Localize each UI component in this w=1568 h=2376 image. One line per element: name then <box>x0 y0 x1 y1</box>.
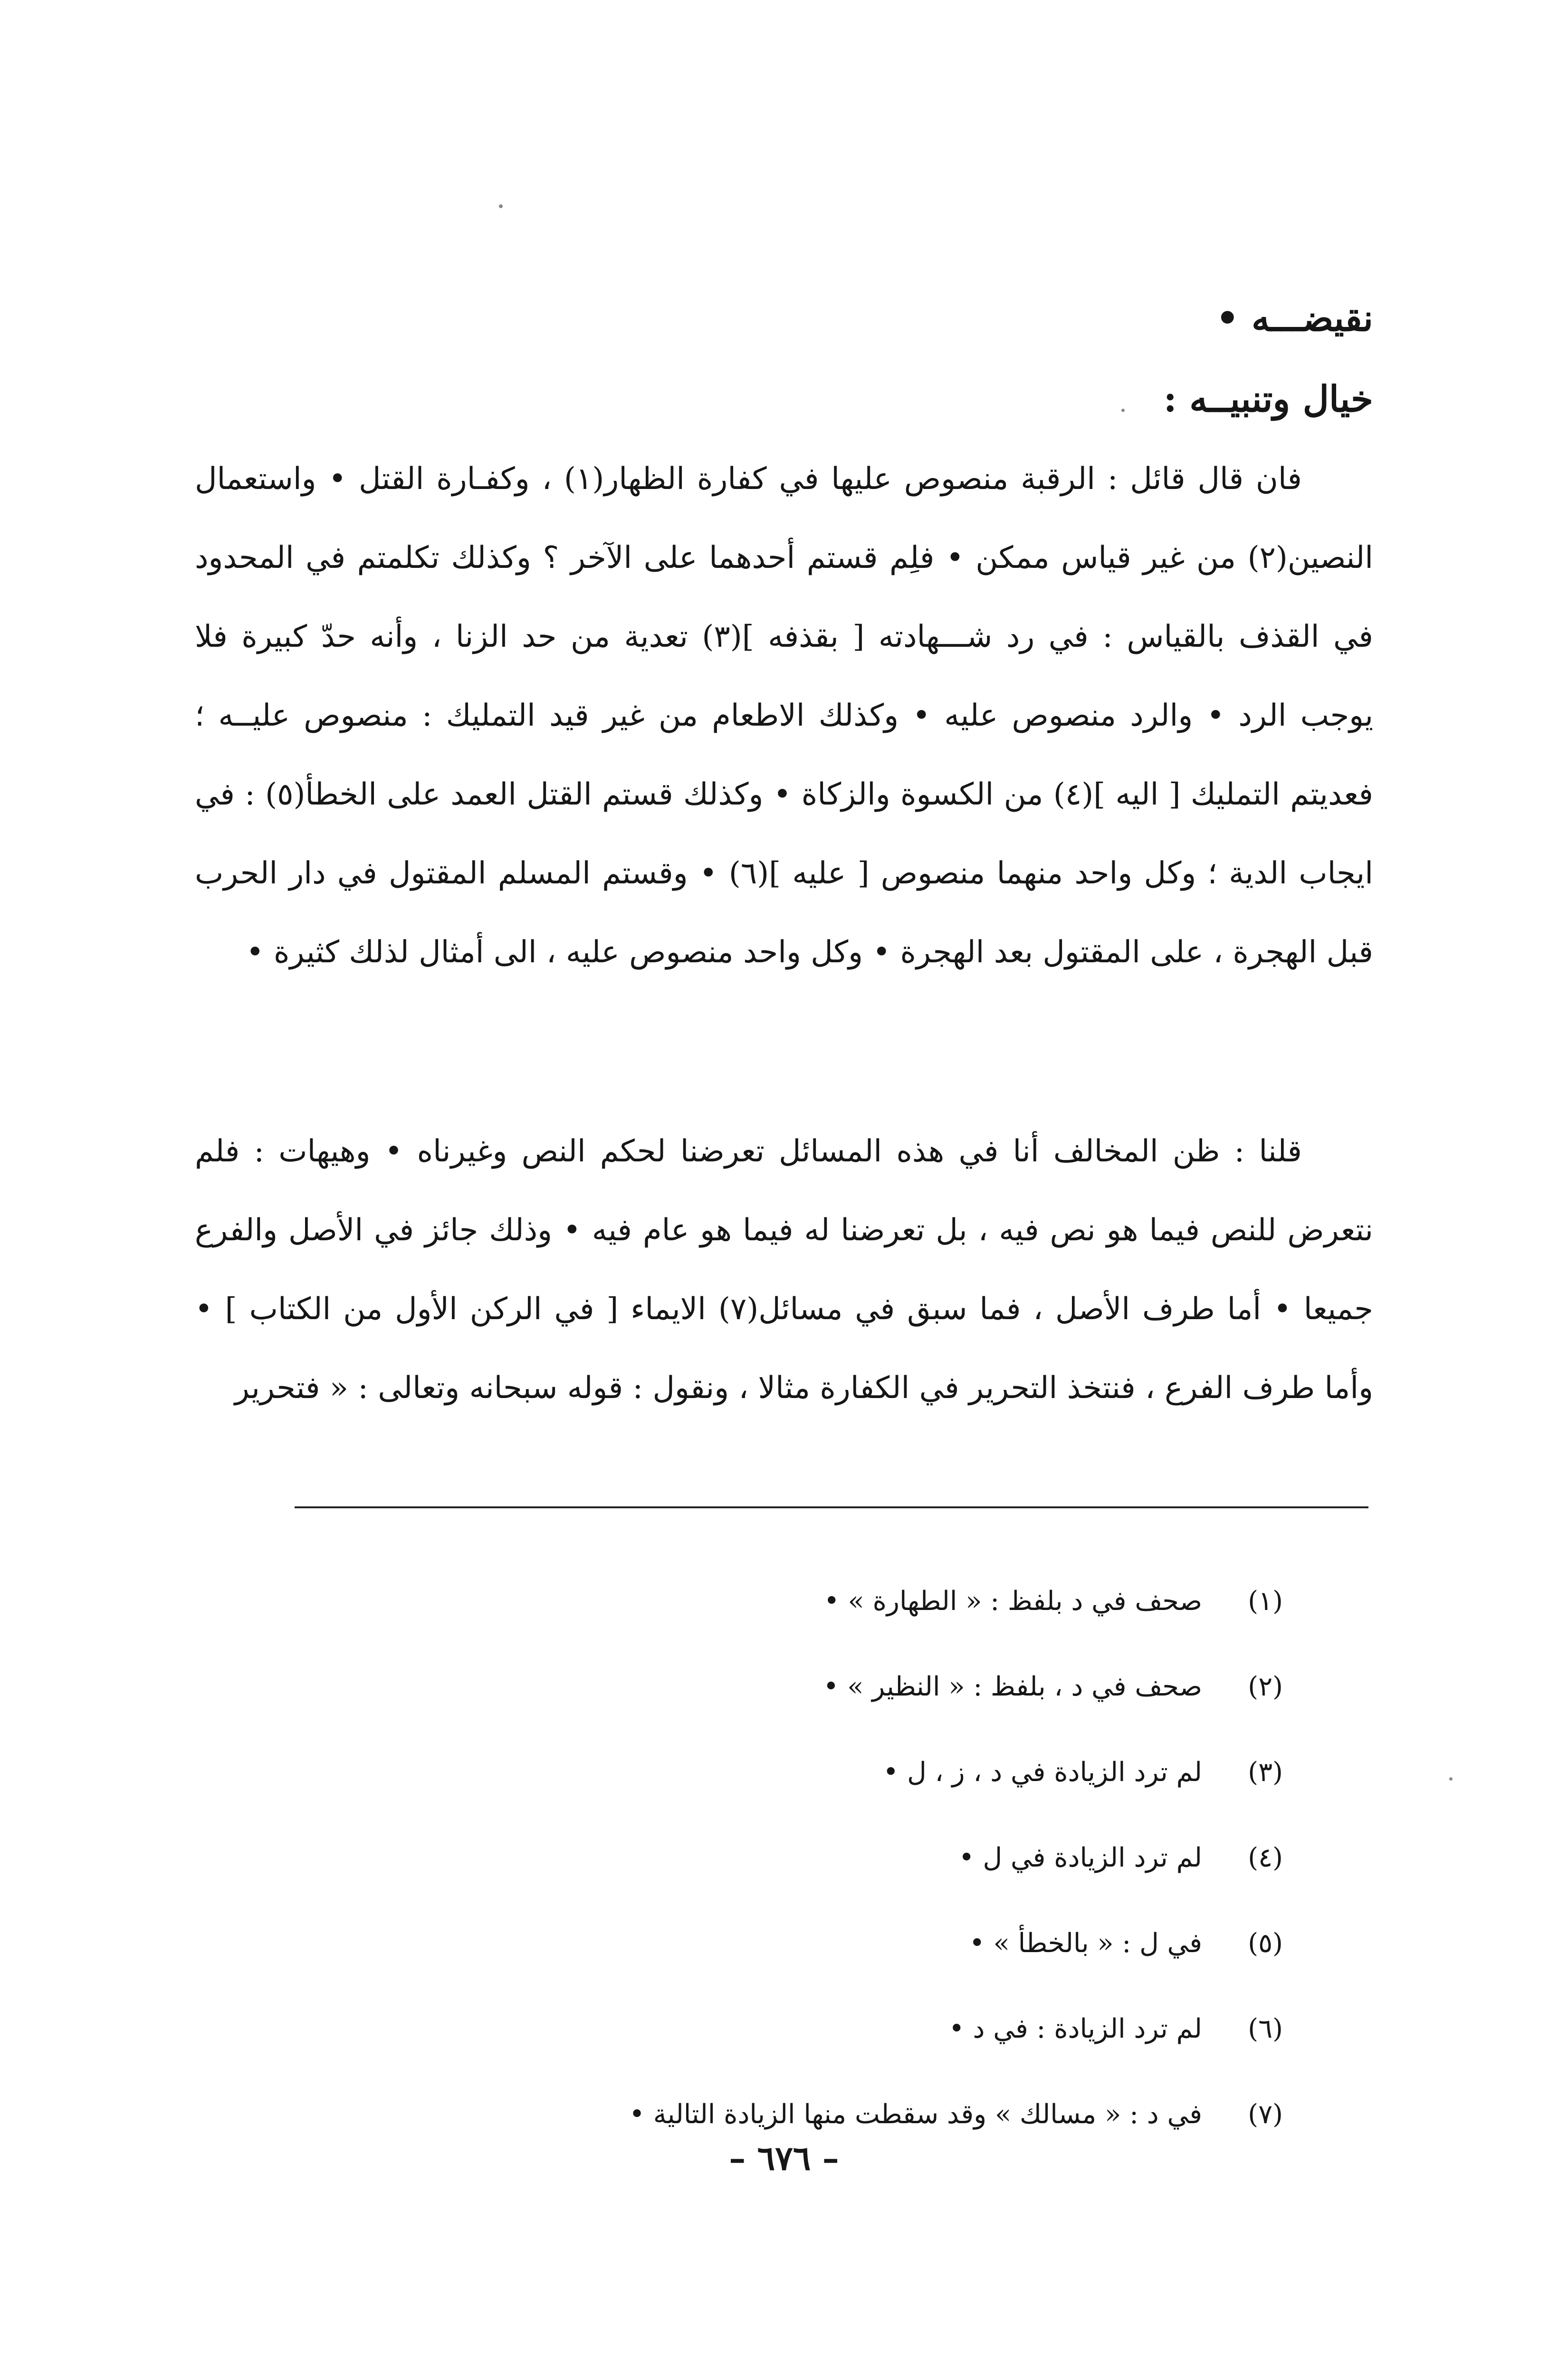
footnote-item <box>238 1730 1283 1815</box>
footnote-item <box>238 1644 1283 1730</box>
paragraph-reply <box>195 1112 1373 1428</box>
footnote-item <box>238 1559 1283 1644</box>
footnote-item <box>238 1815 1283 1901</box>
footnote-number: (٥) <box>1248 1928 1283 1959</box>
footnote-item <box>238 1986 1283 2072</box>
footnote-number: (٦) <box>1248 2013 1283 2044</box>
footnote-number: (٧) <box>1248 2099 1283 2130</box>
paragraph-text: قلنا : ظن المخالف أنا في هذه المسائل تعرضنا لحكم النص وغيرناه • وهيهات : فلم نتعرض للنص فيما هو نص فيه ، بل تعرضنا له فيما هو عام فيه • وذلك جائز في الأصل والفرع جميعا • أما طرف الأصل ، فما سبق في مسائل(٧) الايماء [ في الركن الأول من الكتاب ] • وأما طرف الفرع ، فنتخذ التحرير في الكفارة مثالا ، ونقول : قوله سبحانه وتعالى : « فتحرير <box>195 1134 1374 1406</box>
section-title: خيال وتنبيــه : <box>1163 378 1373 420</box>
heading-fragment: نقيضـــه • <box>1215 297 1373 339</box>
footnote-text: لم ترد الزيادة في د ، ز ، ل • <box>883 1757 1202 1788</box>
footnotes-list <box>238 1559 1283 2157</box>
scan-speck <box>499 204 503 208</box>
footnote-text: في ل : « بالخطأ » • <box>969 1928 1202 1959</box>
footnote-separator <box>295 1506 1368 1508</box>
footnote-number: (٣) <box>1248 1757 1283 1788</box>
footnote-text: صحف في د بلفظ : « الطهارة » • <box>823 1586 1202 1617</box>
footnote-text: لم ترد الزيادة : في د • <box>948 2013 1202 2044</box>
paragraph-objection <box>195 440 1373 992</box>
footnote-text: لم ترد الزيادة في ل • <box>958 1842 1202 1873</box>
footnote-number: (١) <box>1248 1586 1283 1617</box>
scan-speck <box>1449 1777 1453 1781</box>
footnote-item <box>238 1901 1283 1986</box>
paragraph-text: فان قال قائل : الرقبة منصوص عليها في كفارة الظهار(١) ، وكفـارة القتل • واستعمال النصين(٢) من غير قياس ممكن • فلِم قستم أحدهما على الآخر ؟ وكذلك تكلمتم في المحدود في القذف بالقياس : في رد شـــهادته [ بقذفه ](٣) تعدية من حد الزنا ، وأنه حدّ كبيرة فلا يوجب الرد • والرد منصوص عليه • وكذلك الاطعام من غير قيد التمليك : منصوص عليــه ؛ فعديتم التمليك [ اليه ](٤) من الكسوة والزكاة • وكذلك قستم القتل العمد على الخطأ(٥) : في ايجاب الدية ؛ وكل واحد منهما منصوص [ عليه ](٦) • وقستم المسلم المقتول في دار الحرب قبل الهجرة ، على المقتول بعد الهجرة • وكل واحد منصوص عليه ، الى أمثال لذلك كثيرة • <box>195 461 1374 970</box>
footnote-number: (٢) <box>1248 1671 1283 1702</box>
footnote-text: صحف في د ، بلفظ : « النظير » • <box>823 1671 1202 1702</box>
footnote-text: في د : « مسالك » وقد سقطت منها الزيادة التالية • <box>629 2099 1202 2130</box>
page-number: – ٦٧٦ – <box>729 2138 839 2178</box>
footnote-number: (٤) <box>1248 1842 1283 1873</box>
